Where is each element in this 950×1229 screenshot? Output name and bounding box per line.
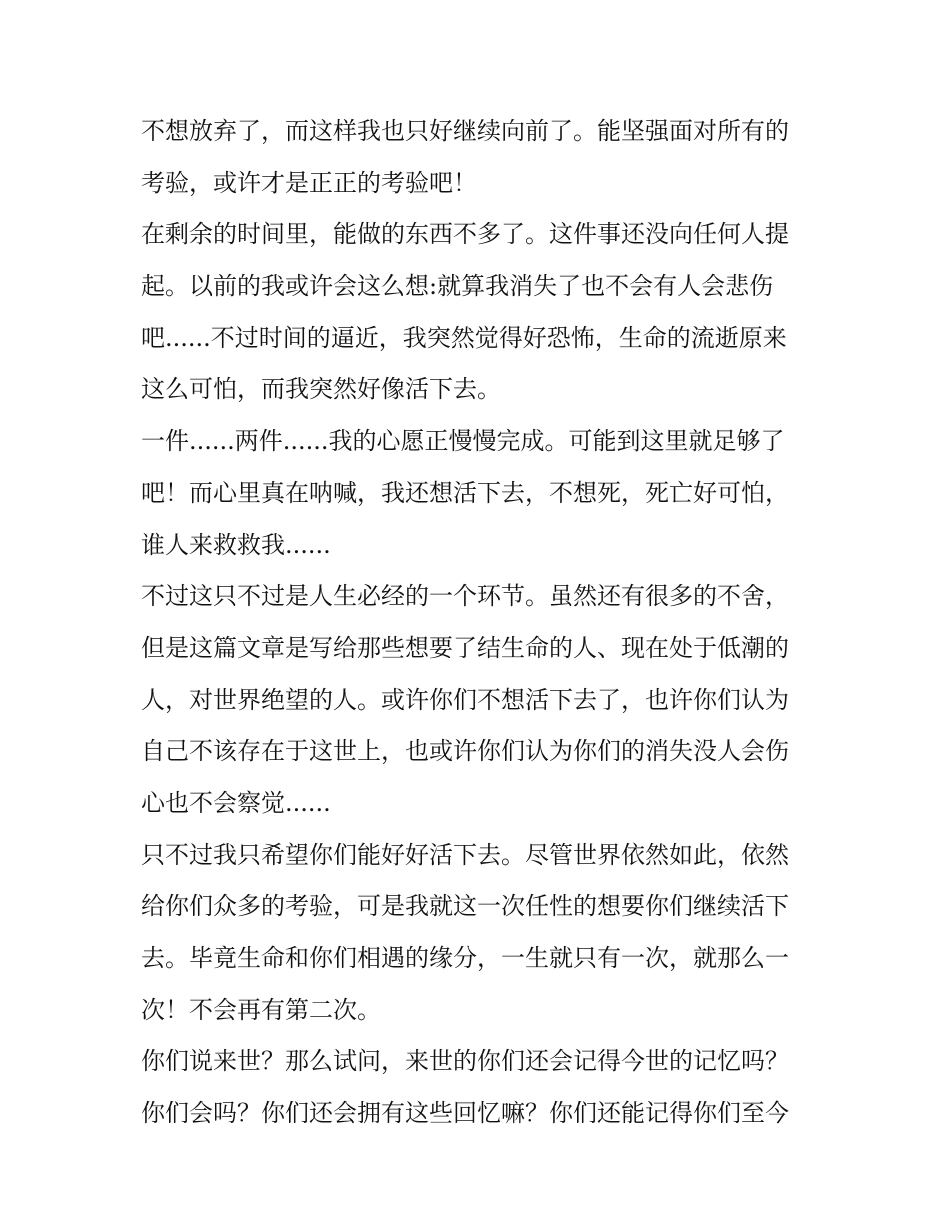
text-line: 考验，或许才是正正的考验吧！ bbox=[141, 168, 477, 197]
text-line: 你们说来世？那么试问，来世的你们还会记得今世的记忆吗？ bbox=[141, 1047, 789, 1076]
text-line: 你们会吗？你们还会拥有这些回忆嘛？你们还能记得你们至今 bbox=[141, 1099, 789, 1128]
text-line: 去。毕竟生命和你们相遇的缘分，一生就只有一次，就那么一 bbox=[141, 944, 789, 972]
text-line: 起。以前的我或许会这么想:就算我消失了也不会有人会悲伤 bbox=[141, 272, 774, 301]
text-line: 吧......不过时间的逼近，我突然觉得好恐怖，生命的流逝原来 bbox=[141, 323, 787, 352]
text-line: 心也不会察觉...... bbox=[141, 788, 331, 817]
text-line: 自己不该存在于这世上，也或许你们认为你们的消失没人会伤 bbox=[141, 737, 789, 766]
text-line: 一件......两件......我的心愿正慢慢完成。可能到这里就足够了 bbox=[141, 427, 785, 456]
text-line: 谁人来救救我...... bbox=[141, 530, 331, 559]
text-line: 不想放弃了，而这样我也只好继续向前了。能坚强面对所有的 bbox=[141, 117, 789, 145]
text-line: 人，对世界绝望的人。或许你们不想活下去了，也许你们认为 bbox=[141, 685, 789, 714]
text-line: 给你们众多的考验，可是我就这一次任性的想要你们继续活下 bbox=[141, 892, 789, 921]
text-line: 在剩余的时间里，能做的东西不多了。这件事还没向任何人提 bbox=[141, 220, 789, 249]
text-line: 这么可怕，而我突然好像活下去。 bbox=[141, 375, 501, 404]
text-line: 不过这只不过是人生必经的一个环节。虽然还有很多的不舍， bbox=[141, 582, 789, 611]
body-text bbox=[141, 106, 821, 1140]
text-line: 次！不会再有第二次。 bbox=[141, 995, 381, 1024]
text-line: 但是这篇文章是写给那些想要了结生命的人、现在处于低潮的 bbox=[141, 633, 789, 662]
text-line: 只不过我只希望你们能好好活下去。尽管世界依然如此，依然 bbox=[141, 840, 789, 869]
text-line: 吧！而心里真在呐喊，我还想活下去，不想死，死亡好可怕， bbox=[141, 478, 789, 507]
